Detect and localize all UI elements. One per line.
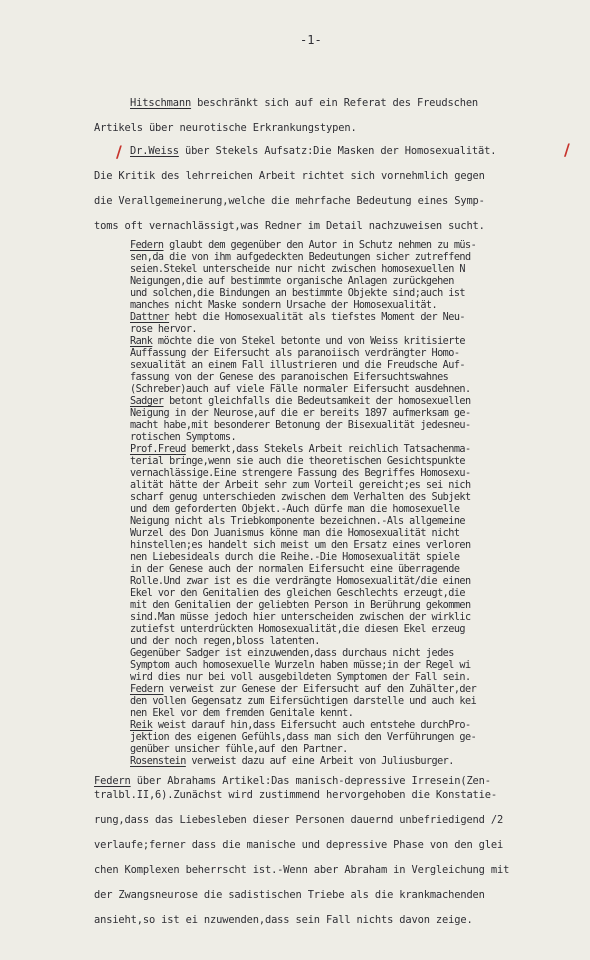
- line-text: Auffassung der Eifersucht als paranoiisch verdrängter Homo-: [130, 348, 460, 359]
- text-line: [94, 865, 509, 875]
- text-line: [94, 776, 491, 786]
- line-text: mit den Genitalien der geliebten Person in Berührung gekommen: [130, 600, 471, 611]
- line-text: über Stekels Aufsatz:Die Masken der Homosexualität.: [178, 145, 497, 157]
- text-line: [130, 649, 454, 659]
- text-line: [130, 146, 496, 156]
- line-text: bemerkt,dass Stekels Arbeit reichlich Tatsachenma-: [185, 444, 471, 455]
- line-text: Die Kritik des lehrreichen Arbeit richtet sich vornehmlich gegen: [94, 170, 485, 182]
- line-text: hebt die Homosexualität als tiefstes Moment der Neu-: [169, 312, 466, 323]
- text-line: [130, 637, 320, 647]
- text-line: [94, 890, 485, 900]
- line-text: Artikels über neurotische Erkrankungstypen.: [94, 122, 357, 134]
- line-text: scharf genug unterschieden zwischen dem Verhalten des Subjekt: [130, 492, 471, 503]
- text-line: [130, 505, 459, 515]
- text-line: [94, 790, 497, 800]
- text-line: [130, 98, 478, 108]
- text-line: [130, 433, 236, 443]
- speaker-name: Dattner: [130, 312, 170, 323]
- line-text: jektion des eigenen Gefühls,dass man sich den Verführungen ge-: [130, 732, 477, 743]
- line-text: zutiefst unterdrückten Homosexualität,die diesen Ekel erzeug: [130, 624, 466, 635]
- text-line: [130, 745, 348, 755]
- text-line: [130, 277, 454, 287]
- text-line: [130, 457, 465, 467]
- line-text: terial bringe,wenn sie auch die theoretischen Gesichtspunkte: [130, 456, 466, 467]
- text-line: [130, 541, 471, 551]
- line-text: Symptom auch homosexuelle Wurzeln haben müsse;in der Regel wi: [130, 660, 471, 671]
- line-text: fassung von der Genese des paranoischen Eifersuchtswahnes: [130, 372, 449, 383]
- text-line: [130, 445, 471, 455]
- line-text: Rolle.Und zwar ist es die verdrängte Homosexualität/die einen: [130, 576, 471, 587]
- speaker-name: Sadger: [130, 396, 164, 407]
- text-line: [130, 409, 471, 419]
- line-text: rotischen Symptoms.: [130, 432, 237, 443]
- line-text: verweist zur Genese der Eifersucht auf den Zuhälter,der: [163, 684, 477, 695]
- line-text: rose hervor.: [130, 324, 198, 335]
- text-line: [130, 385, 471, 395]
- text-line: [130, 661, 471, 671]
- line-text: sind.Man müsse jedoch hier unterscheiden zwischen der wirklic: [130, 612, 471, 623]
- line-text: hinstellen;es handelt sich meist um den Ersatz eines verloren: [130, 540, 471, 551]
- text-line: [94, 123, 357, 133]
- speaker-name: Rank: [130, 336, 153, 347]
- line-text: wird dies nur bei voll ausgebildeten Symptomen der Fall sein.: [130, 672, 471, 683]
- text-line: [130, 577, 471, 587]
- text-line: [130, 529, 459, 539]
- text-line: [130, 673, 471, 683]
- text-line: [130, 253, 471, 263]
- speaker-name: Rosenstein: [130, 756, 186, 767]
- speaker-name: Federn: [130, 684, 164, 695]
- line-text: Wurzel des Don Juanismus könne man die Homosexualität nicht: [130, 528, 460, 539]
- text-line: [130, 325, 197, 335]
- text-line: [130, 589, 465, 599]
- text-line: [94, 196, 485, 206]
- text-line: [130, 697, 476, 707]
- line-text: die Verallgemeinerung,welche die mehrfache Bedeutung eines Symp-: [94, 195, 485, 207]
- text-line: [130, 685, 476, 695]
- text-line: [130, 625, 465, 635]
- speaker-name: Dr.Weiss: [130, 145, 179, 157]
- text-line: [130, 421, 471, 431]
- line-text: Neigung in der Neurose,auf die er bereits 1897 aufmerksam ge-: [130, 408, 471, 419]
- line-text: vernachlässige.Eine strengere Fassung des Begriffes Homosexu-: [130, 468, 471, 479]
- line-text: glaubt dem gegenüber den Autor in Schutz nehmen zu müs-: [163, 240, 477, 251]
- red-margin-mark-left: /: [116, 142, 122, 161]
- text-line: [130, 373, 448, 383]
- line-text: chen Komplexen beherrscht ist.-Wenn aber Abraham in Vergleichung mit: [94, 864, 510, 876]
- text-line: [130, 613, 471, 623]
- line-text: weist darauf hin,dass Eifersucht auch entstehe durchPro-: [152, 720, 471, 731]
- text-line: [130, 289, 465, 299]
- speaker-name: Reik: [130, 720, 153, 731]
- line-text: betont gleichfalls die Bedeutsamkeit der homosexuellen: [163, 396, 471, 407]
- text-line: [130, 721, 471, 731]
- text-line: [94, 221, 485, 231]
- line-text: nen Liebesideals durch die Reihe.-Die Homosexualität spiele: [130, 552, 460, 563]
- line-text: beschränkt sich auf ein Referat des Freudschen: [191, 97, 479, 109]
- text-line: [94, 915, 473, 925]
- line-text: den vollen Gegensatz zum Eifersüchtigen darstelle und auch kei: [130, 696, 477, 707]
- text-line: [130, 361, 465, 371]
- text-line: [130, 313, 465, 323]
- text-line: [130, 265, 465, 275]
- line-text: über Abrahams Artikel:Das manisch-depressive Irresein(Zen-: [130, 775, 491, 787]
- text-line: [130, 709, 353, 719]
- page-number: -1-: [300, 33, 322, 47]
- speaker-name: Prof.Freud: [130, 444, 186, 455]
- line-text: Neigungen,die auf bestimmte organische Anlagen zurückgehen: [130, 276, 454, 287]
- line-text: und dem geforderten Objekt.-Auch dürfe man die homosexuelle: [130, 504, 460, 515]
- speaker-name: Hitschmann: [130, 97, 192, 109]
- line-text: genüber unsicher fühle,auf den Partner.: [130, 744, 348, 755]
- text-line: [130, 733, 476, 743]
- line-text: der Zwangsneurose die sadistischen Triebe als die krankmachenden: [94, 889, 485, 901]
- text-line: [130, 301, 437, 311]
- text-line: [94, 840, 503, 850]
- line-text: und der noch regen,bloss latenten.: [130, 636, 320, 647]
- line-text: sen,da die von ihm aufgedeckten Bedeutungen sicher zutreffend: [130, 252, 471, 263]
- line-text: in der Genese auch der normalen Eifersucht eine überragende: [130, 564, 460, 575]
- text-line: [130, 493, 471, 503]
- line-text: ansieht,so ist ei nzuwenden,dass sein Fall nichts davon zeige.: [94, 914, 473, 926]
- line-text: sexualität an einem Fall illustrieren und die Freudsche Auf-: [130, 360, 466, 371]
- line-text: manches nicht Maske sondern Ursache der Homosexualität.: [130, 300, 438, 311]
- text-line: [130, 553, 459, 563]
- text-line: [130, 517, 465, 527]
- line-text: rung,dass das Liebesleben dieser Personen dauernd unbefriedigend /2: [94, 814, 504, 826]
- speaker-name: Federn: [130, 240, 164, 251]
- line-text: toms oft vernachlässigt,was Redner im Detail nachzuweisen sucht.: [94, 220, 485, 232]
- line-text: alität hätte der Arbeit sehr zum Vorteil gereicht;es sei nich: [130, 480, 471, 491]
- line-text: seien.Stekel unterscheide nur nicht zwischen homosexuellen N: [130, 264, 466, 275]
- line-text: tralbl.II,6).Zunächst wird zustimmend hervorgehoben die Konstatie-: [94, 789, 497, 801]
- line-text: Gegenüber Sadger ist einzuwenden,dass durchaus nicht jedes: [130, 648, 454, 659]
- line-text: Ekel vor den Genitalien des gleichen Geschlechts erzeugt,die: [130, 588, 466, 599]
- text-line: [130, 601, 471, 611]
- line-text: und solchen,die Bindungen an bestimmte Objekte sind;auch ist: [130, 288, 466, 299]
- text-line: [130, 241, 476, 251]
- line-text: macht habe,mit besonderer Betonung der Bisexualität jedesneu-: [130, 420, 471, 431]
- text-line: [130, 757, 454, 767]
- line-text: (Schreber)auch auf viele Fälle normaler Eifersucht ausdehnen.: [130, 384, 471, 395]
- text-line: [94, 171, 485, 181]
- text-line: [130, 397, 471, 407]
- text-line: [94, 815, 503, 825]
- text-line: [130, 337, 465, 347]
- text-line: [130, 481, 471, 491]
- text-line: [130, 469, 471, 479]
- line-text: nen Ekel vor dem fremden Genitale kennt.: [130, 708, 354, 719]
- line-text: Neigung nicht als Triebkomponente bezeichnen.-Als allgemeine: [130, 516, 466, 527]
- red-margin-mark-right: /: [564, 140, 570, 159]
- line-text: verweist dazu auf eine Arbeit von Juliusburger.: [185, 756, 454, 767]
- line-text: möchte die von Stekel betonte und von Weiss kritisierte: [152, 336, 466, 347]
- text-line: [130, 565, 459, 575]
- line-text: verlaufe;ferner dass die manische und depressive Phase von den glei: [94, 839, 504, 851]
- text-line: [130, 349, 459, 359]
- speaker-name: Federn: [94, 775, 131, 787]
